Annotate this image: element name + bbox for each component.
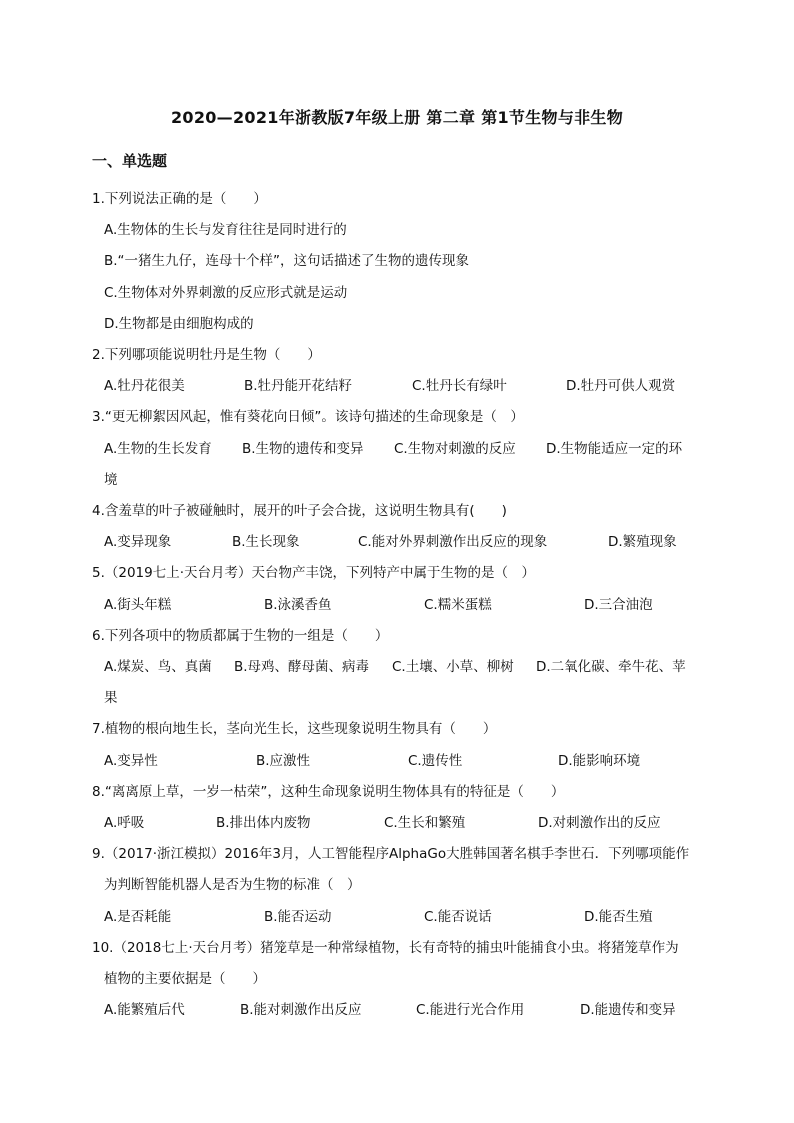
question-6-option-c[interactable]: C.土壤、小草、柳树 bbox=[392, 659, 514, 675]
question-2-option-a[interactable]: A.牡丹花很美 bbox=[104, 378, 185, 394]
question-2-option-d[interactable]: D.牡丹可供人观赏 bbox=[566, 378, 676, 394]
question-9-option-a[interactable]: A.是否耗能 bbox=[104, 909, 172, 925]
question-2-option-c[interactable]: C.牡丹长有绿叶 bbox=[412, 378, 507, 394]
section-heading: 一、单选题 bbox=[92, 152, 168, 170]
question-10-option-a[interactable]: A.能繁殖后代 bbox=[104, 1002, 185, 1018]
question-4-option-d[interactable]: D.繁殖现象 bbox=[608, 534, 677, 550]
question-3-option-a[interactable]: A.生物的生长发育 bbox=[104, 441, 212, 457]
question-5-stem: 5.（2019七上·天台月考）天台物产丰饶，下列特产中属于生物的是（ ） bbox=[92, 565, 536, 581]
question-10-stem-continued: 植物的主要依据是（ ） bbox=[104, 971, 266, 987]
question-9-option-c[interactable]: C.能否说话 bbox=[424, 909, 492, 925]
question-1-option-c[interactable]: C.生物体对外界刺激的反应形式就是运动 bbox=[104, 285, 348, 301]
question-6-stem: 6.下列各项中的物质都属于生物的一组是（ ） bbox=[92, 628, 389, 644]
question-9-option-b[interactable]: B.能否运动 bbox=[264, 909, 332, 925]
question-3-option-d[interactable]: D.生物能适应一定的环 bbox=[546, 441, 683, 457]
question-7-option-d[interactable]: D.能影响环境 bbox=[558, 753, 641, 769]
question-9-stem-continued: 为判断智能机器人是否为生物的标准（ ） bbox=[104, 877, 361, 893]
question-9-option-d[interactable]: D.能否生殖 bbox=[584, 909, 653, 925]
question-8-stem: 8.“离离原上草，一岁一枯荣”，这种生命现象说明生物体具有的特征是（ ） bbox=[92, 784, 565, 800]
question-8-option-c[interactable]: C.生长和繁殖 bbox=[384, 815, 466, 831]
question-8-option-a[interactable]: A.呼吸 bbox=[104, 815, 145, 831]
question-7-option-a[interactable]: A.变异性 bbox=[104, 753, 158, 769]
question-10-option-b[interactable]: B.能对刺激作出反应 bbox=[240, 1002, 362, 1018]
question-8-option-b[interactable]: B.排出体内废物 bbox=[216, 815, 311, 831]
question-4-stem: 4.含羞草的叶子被碰触时，展开的叶子会合拢，这说明生物具有( ) bbox=[92, 503, 507, 519]
question-10-option-c[interactable]: C.能进行光合作用 bbox=[416, 1002, 525, 1018]
question-4-option-b[interactable]: B.生长现象 bbox=[232, 534, 300, 550]
question-1-option-a[interactable]: A.生物体的生长与发育往往是同时进行的 bbox=[104, 222, 347, 238]
question-10-option-d[interactable]: D.能遗传和变异 bbox=[580, 1002, 676, 1018]
question-6-option-a[interactable]: A.煤炭、鸟、真菌 bbox=[104, 659, 212, 675]
question-5-option-b[interactable]: B.泳溪香鱼 bbox=[264, 597, 332, 613]
question-6-option-b[interactable]: B.母鸡、酵母菌、病毒 bbox=[234, 659, 370, 675]
question-5-option-d[interactable]: D.三合油泡 bbox=[584, 597, 653, 613]
question-10-stem: 10.（2018七上·天台月考）猪笼草是一种常绿植物，长有奇特的捕虫叶能捕食小虫。将猪笼草作为 bbox=[92, 940, 679, 956]
question-3-option-d-continued: 境 bbox=[104, 472, 118, 488]
question-7-stem: 7.植物的根向地生长，茎向光生长，这些现象说明生物具有（ ） bbox=[92, 721, 497, 737]
question-3-option-c[interactable]: C.生物对刺激的反应 bbox=[394, 441, 516, 457]
question-3-stem: 3.“更无柳絮因风起，惟有葵花向日倾”。该诗句描述的生命现象是（ ） bbox=[92, 409, 524, 425]
question-1-option-d[interactable]: D.生物都是由细胞构成的 bbox=[104, 316, 254, 332]
question-6-option-d[interactable]: D.二氧化碳、牵牛花、苹 bbox=[536, 659, 686, 675]
question-4-option-a[interactable]: A.变异现象 bbox=[104, 534, 172, 550]
question-1-stem: 1.下列说法正确的是（ ） bbox=[92, 191, 267, 207]
question-2-option-b[interactable]: B.牡丹能开花结籽 bbox=[244, 378, 353, 394]
question-7-option-c[interactable]: C.遗传性 bbox=[408, 753, 463, 769]
question-7-option-b[interactable]: B.应激性 bbox=[256, 753, 311, 769]
question-8-option-d[interactable]: D.对刺激作出的反应 bbox=[538, 815, 661, 831]
document-title: 2020—2021年浙教版7年级上册 第二章 第1节生物与非生物 bbox=[170, 108, 624, 127]
question-4-option-c[interactable]: C.能对外界刺激作出反应的现象 bbox=[358, 534, 548, 550]
question-2-stem: 2.下列哪项能说明牡丹是生物（ ） bbox=[92, 347, 321, 363]
question-6-option-d-continued: 果 bbox=[104, 690, 118, 706]
question-5-option-c[interactable]: C.糯米蛋糕 bbox=[424, 597, 492, 613]
question-3-option-b[interactable]: B.生物的遗传和变异 bbox=[242, 441, 364, 457]
question-5-option-a[interactable]: A.街头年糕 bbox=[104, 597, 172, 613]
question-1-option-b[interactable]: B.“一猪生九仔，连母十个样”，这句话描述了生物的遗传现象 bbox=[104, 253, 470, 269]
question-9-stem: 9.（2017·浙江模拟）2016年3月，人工智能程序AlphaGo大胜韩国著名棋手李世石．下列哪项能作 bbox=[92, 846, 690, 862]
